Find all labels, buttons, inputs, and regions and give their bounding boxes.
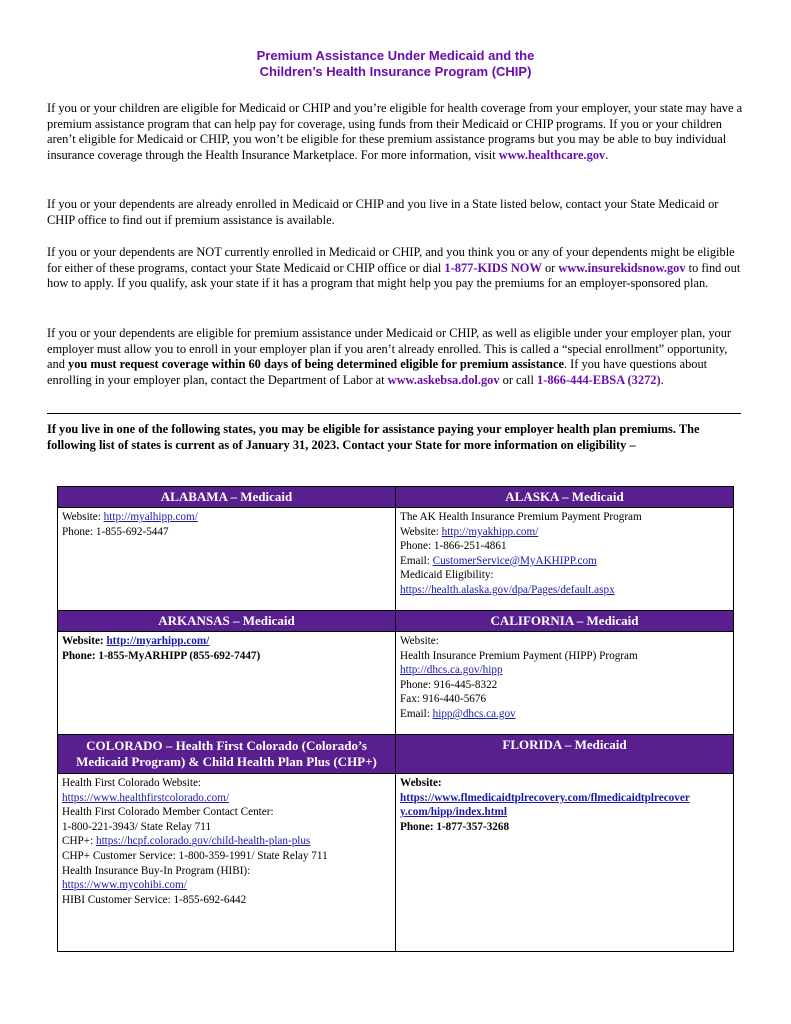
chp-label: CHP+:: [62, 835, 96, 848]
california-header: CALIFORNIA – Medicaid: [396, 611, 734, 632]
arkansas-cell: [58, 632, 396, 735]
insurekidsnow-link[interactable]: www.insurekidsnow.gov: [558, 260, 686, 275]
special-enrollment-text: If you or your dependents are eligible for premium assistance under Medicaid or CHIP, as well as eligible under your employer plan, your employer must allow you to enroll in your employer plan if you aren’t already enrolled. This is called a “special enrollment” opportunity, and: [47, 326, 732, 372]
table-row: [58, 508, 734, 611]
florida-header: FLORIDA – Medicaid: [396, 735, 734, 774]
healthcare-gov-link[interactable]: www.healthcare.gov: [498, 147, 606, 162]
arkansas-website-link[interactable]: http://myarhipp.com/: [106, 635, 210, 647]
california-fax: Fax: 916-440-5676: [400, 693, 487, 706]
florida-website-label: Website:: [400, 777, 442, 789]
alaska-eligibility-label: Medicaid Eligibility:: [400, 569, 494, 582]
sixty-days-notice: you must request coverage within 60 days of being determined eligible for premium assistance: [68, 357, 564, 372]
or-call-text: or call: [499, 372, 538, 387]
arkansas-phone: Phone: 1-855-MyARHIPP (855-692-7447): [62, 649, 261, 662]
not-enrolled-paragraph: [47, 245, 747, 292]
intro-end: .: [605, 147, 609, 162]
colorado-hfc-website-label: Health First Colorado Website:: [62, 777, 202, 789]
colorado-chp-service: CHP+ Customer Service: 1-800-359-1991/ State Relay 711: [62, 849, 328, 862]
florida-phone: Phone: 1-877-357-3268: [400, 820, 510, 833]
alaska-phone: Phone: 1-866-251-4861: [400, 540, 507, 553]
colorado-hibi-label: Health Insurance Buy-In Program (HIBI):: [62, 864, 251, 877]
table-row: [58, 632, 734, 735]
california-website-label: Website:: [400, 635, 439, 647]
website-label: Website:: [62, 635, 107, 647]
intro-paragraph: [47, 101, 747, 163]
enrolled-paragraph: [47, 197, 747, 228]
not-enrolled-text: If you or your dependents are NOT currently enrolled in Medicaid or CHIP, and you think you or any of your dependents might be eligible for either of these programs, contact your State Medicaid or CHIP office or dial: [47, 245, 735, 275]
table-row: [58, 774, 734, 952]
special-enrollment-end: .: [660, 372, 664, 387]
florida-link-part-2: y.com/hipp/index.html: [400, 806, 507, 819]
website-label: Website:: [62, 511, 104, 523]
alaska-email-link[interactable]: CustomerService@MyAKHIPP.com: [432, 554, 597, 567]
title-line-1: Premium Assistance Under Medicaid and the: [256, 48, 535, 63]
page-title: [0, 48, 791, 80]
florida-website-link[interactable]: [400, 791, 729, 820]
colorado-chp-link[interactable]: https://hcpf.colorado.gov/child-health-plan-plus: [95, 835, 311, 848]
florida-cell: [396, 774, 734, 952]
colorado-hfc-website-link[interactable]: https://www.healthfirstcolorado.com/: [62, 791, 230, 804]
website-label: Website:: [400, 525, 442, 538]
divider-rule: [47, 413, 741, 414]
colorado-hibi-link[interactable]: https://www.mycohibi.com/: [62, 879, 187, 892]
special-enrollment-paragraph: [47, 326, 747, 388]
alaska-cell: [396, 508, 734, 611]
alabama-phone: Phone: 1-855-692-5447: [62, 525, 169, 538]
askebsa-link[interactable]: www.askebsa.dol.gov: [387, 372, 500, 387]
table-row: [58, 487, 734, 508]
arkansas-header: ARKANSAS – Medicaid: [58, 611, 396, 632]
ebsa-phone: 1-866-444-EBSA (3272): [537, 372, 661, 387]
california-cell: [396, 632, 734, 735]
alaska-eligibility-link[interactable]: https://health.alaska.gov/dpa/Pages/default.aspx: [400, 583, 615, 596]
table-row: [58, 611, 734, 632]
title-line-2: Children’s Health Insurance Program (CHIP): [259, 64, 532, 79]
alaska-website-link[interactable]: http://myakhipp.com/: [441, 525, 539, 538]
not-enrolled-text-end: to find out how to apply. If you qualify, ask your state if it has a program that might help you pay the premiums for an employer-sponsored plan.: [47, 260, 741, 291]
colorado-cell: [58, 774, 396, 952]
alaska-program: The AK Health Insurance Premium Payment Program: [400, 511, 642, 523]
email-label: Email:: [400, 554, 433, 567]
or-text: or: [541, 260, 559, 275]
colorado-member-center: Health First Colorado Member Contact Center:: [62, 806, 274, 819]
colorado-header: COLORADO – Health First Colorado (Colorado’s Medicaid Program) & Child Health Plan Plus (CHP+): [58, 735, 396, 774]
email-label: Email:: [400, 707, 433, 720]
alabama-cell: [58, 508, 396, 611]
california-phone: Phone: 916-445-8322: [400, 678, 498, 691]
enrolled-text: If you or your dependents are already enrolled in Medicaid or CHIP and you live in a State listed below, contact your State Medicaid or CHIP office to find out if premium assistance is available.: [47, 197, 719, 227]
colorado-member-phone: 1-800-221-3943/ State Relay 711: [62, 820, 212, 833]
special-enrollment-text-2: . If you have questions about enrolling in your employer plan, contact the Department of Labor at: [47, 357, 708, 387]
alaska-header: ALASKA – Medicaid: [396, 487, 734, 508]
table-row: [58, 735, 734, 774]
kids-now-phone: 1-877-KIDS NOW: [444, 260, 542, 275]
alabama-website-link[interactable]: http://myalhipp.com/: [103, 511, 198, 523]
colorado-hibi-service: HIBI Customer Service: 1-855-692-6442: [62, 893, 247, 906]
intro-text: If you or your children are eligible for Medicaid or CHIP and you’re eligible for health coverage from your employer, your state may have a premium assistance program that can help pay for coverage, using funds from their Medicaid or CHIP programs. If you or your children aren’t eligible for Medicaid or CHIP, you won’t be eligible for these premium assistance programs but you may be able to buy individual insurance coverage through the Health Insurance Marketplace. For more information, visit: [47, 101, 743, 162]
states-intro: If you live in one of the following states, you may be eligible for assistance paying your employer health plan premiums. The following list of states is current as of January 31, 2023. Contact your State for more information on eligibility –: [47, 422, 700, 452]
states-table: [57, 486, 734, 952]
florida-link-part-1: https://www.flmedicaidtplrecovery.com/flmedicaidtplrecover: [400, 791, 690, 804]
california-email-link[interactable]: hipp@dhcs.ca.gov: [432, 707, 516, 720]
alabama-header: ALABAMA – Medicaid: [58, 487, 396, 508]
california-program: Health Insurance Premium Payment (HIPP) Program: [400, 649, 638, 662]
california-website-link[interactable]: http://dhcs.ca.gov/hipp: [400, 664, 503, 677]
